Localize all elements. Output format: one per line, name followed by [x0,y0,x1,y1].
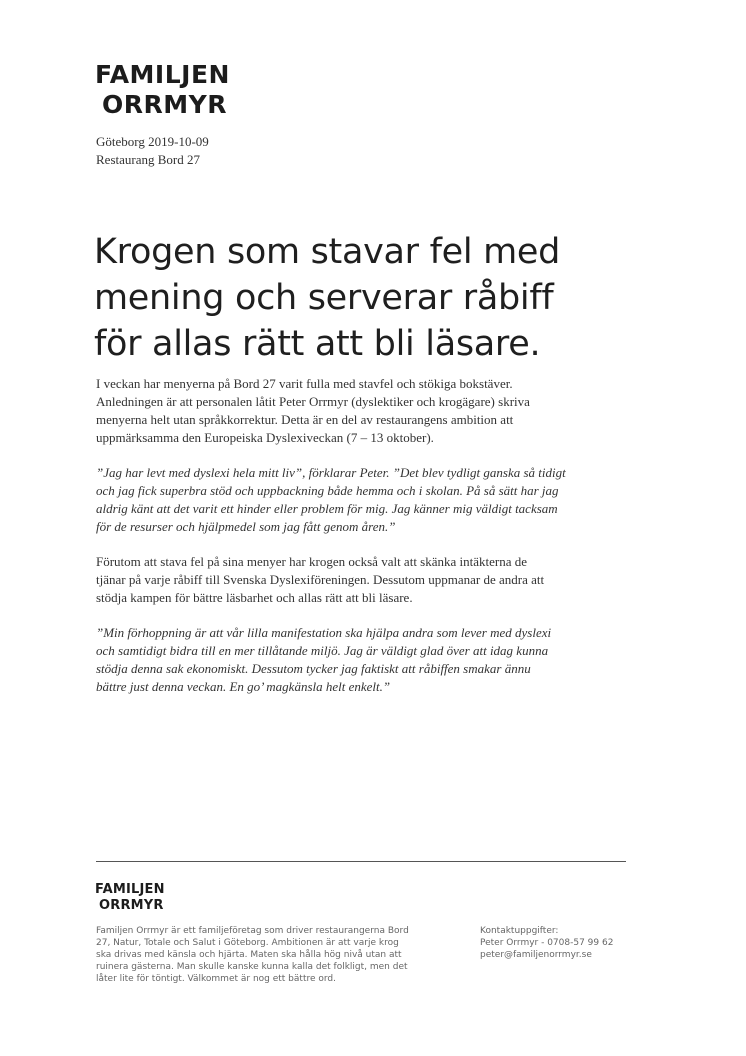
headline-line: mening och serverar råbiff [94,278,554,318]
text-line: Förutom att stava fel på sina menyer har krogen också valt att skänka intäkterna de [96,554,528,569]
text-line: och jag fick superbra stöd och uppbackning både hemma och i skolan. På så sätt har jag [96,483,559,498]
brand-logo [95,60,230,120]
dateline [96,133,209,169]
contact-info [480,925,613,961]
footer-logo [95,882,165,914]
text-line: stödja kampen för bättre läsbarhet och allas rätt att bli läsare. [96,590,413,605]
paragraph-donation [96,553,636,607]
footer-logo-line-2: ORRMYR [99,898,164,913]
text-line: ska drivas med känsla och hjärta. Maten ska hålla hög nivå utan att [96,950,402,960]
logo-line-1: FAMILJEN [95,60,230,89]
text-line: stödja denna sak ekonomiskt. Dessutom tycker jag faktiskt att råbiffen smakar ännu [96,661,531,676]
text-line: ”Jag har levt med dyslexi hela mitt liv”, förklarar Peter. ”Det blev tydligt ganska så tidigt [96,465,566,480]
text-line: låter lite för töntigt. Välkommet är nog ett bättre ord. [96,974,336,984]
contact-phone: Peter Orrmyr - 0708-57 99 62 [480,938,614,948]
text-line: aldrig känt att det varit ett hinder eller problem för mig. Jag känner mig väldigt tacksam [96,501,558,516]
text-line: för de resurser och hjälpmedel som jag fått genom åren.” [96,519,396,534]
text-line: I veckan har menyerna på Bord 27 varit fulla med stavfel och stökiga bokstäver. [96,376,513,391]
paragraph-intro [96,375,636,447]
text-line: uppmärksamma den Europeiska Dyslexiveckan (7 – 13 oktober). [96,430,434,445]
footer-logo-line-1: FAMILJEN [95,882,165,897]
company-description [96,925,409,985]
headline-line: för allas rätt att bli läsare. [94,324,541,364]
text-line: ruinera gästerna. Man skulle kanske kunna kalla det folkligt, men det [96,962,408,972]
place-date: Göteborg 2019-10-09 [96,134,209,149]
text-line: ”Min förhoppning är att vår lilla manifestation ska hjälpa andra som lever med dyslexi [96,625,552,640]
contact-heading: Kontaktuppgifter: [480,926,559,936]
text-line: Anledningen är att personalen låtit Peter Orrmyr (dyslektiker och krogägare) skriva [96,394,530,409]
quote-peter-2 [96,624,636,696]
logo-line-2: ORRMYR [102,90,227,119]
headline-line: Krogen som stavar fel med [94,232,561,272]
text-line: och samtidigt bidra till en mer tillåtande miljö. Jag är väldigt glad över att idag kunna [96,643,549,658]
footer-divider [96,861,626,862]
text-line: tjänar på varje råbiff till Svenska Dyslexiföreningen. Dessutom uppmanar de andra att [96,572,545,587]
headline [94,229,694,367]
text-line: bättre just denna veckan. En go’ magkänsla helt enkelt.” [96,679,391,694]
quote-peter-1 [96,464,636,536]
article-body [96,375,636,713]
contact-email: peter@familjenorrmyr.se [480,950,592,960]
text-line: menyerna helt utan språkkorrektur. Detta är en del av restaurangens ambition att [96,412,514,427]
text-line: Familjen Orrmyr är ett familjeföretag som driver restaurangerna Bord [96,926,409,936]
text-line: 27, Natur, Totale och Salut i Göteborg. Ambitionen är att varje krog [96,938,399,948]
venue: Restaurang Bord 27 [96,152,200,167]
